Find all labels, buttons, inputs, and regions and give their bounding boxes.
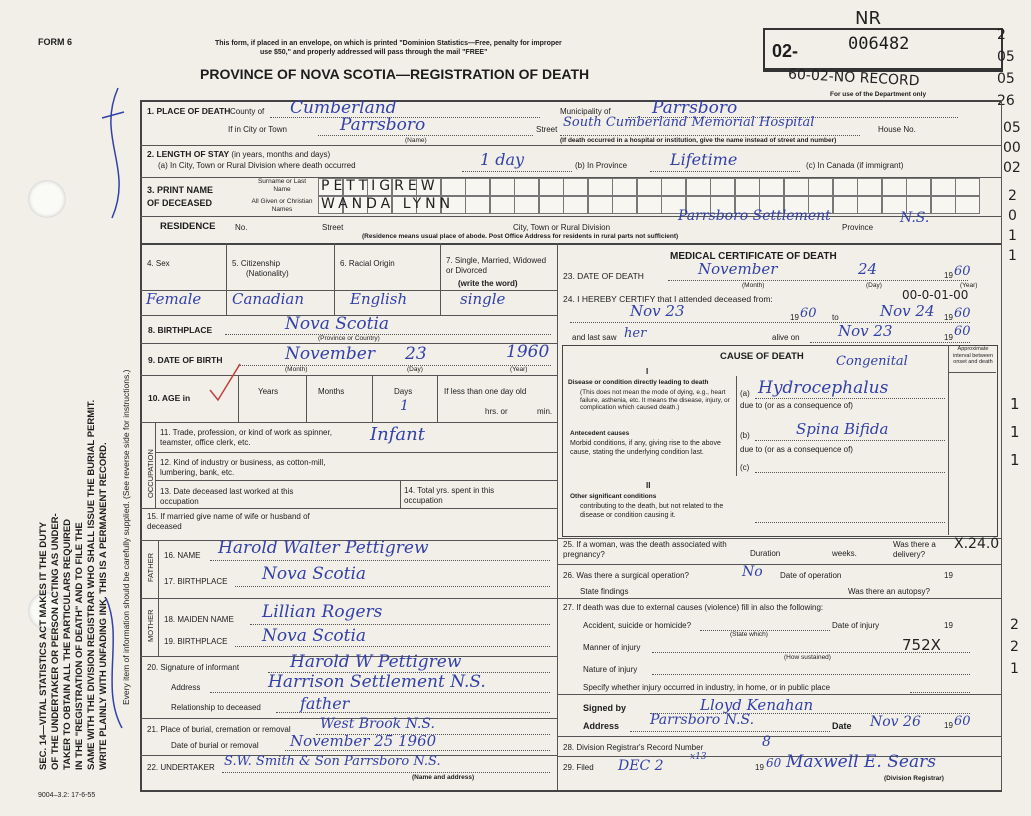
duration-label: Duration: [750, 549, 781, 558]
street-label: Street: [536, 125, 558, 134]
letter-box: [833, 196, 858, 214]
filed-superscript: x13: [690, 752, 707, 762]
sign-year: 60: [954, 714, 971, 729]
to-label: to: [832, 313, 839, 322]
signer-address-label: Address: [583, 721, 620, 731]
trade-label: 11. Trade, profession, or kind of work as spinner, teamster, office clerk, etc.: [160, 428, 332, 447]
city-label: If in City or Town: [228, 125, 287, 134]
print-name-label: 3. PRINT NAME OF DECEASED: [147, 185, 214, 208]
form-code: 9004–3.2: 17-6-55: [38, 792, 96, 799]
mother-name-value: Lillian Rogers: [262, 602, 383, 622]
registrar-signature: Maxwell E. Sears: [786, 752, 936, 772]
age-months-label: Months: [318, 387, 345, 396]
father-side-label: FATHER: [146, 552, 155, 582]
minutes-label: min.: [537, 407, 553, 416]
letter-box: [857, 196, 882, 214]
cause-roman-one: I: [646, 367, 649, 376]
sign-year-prefix: 19: [944, 721, 953, 730]
municipality-value: Parrsboro: [652, 98, 738, 118]
burial-date-label: Date of burial or removal: [171, 741, 259, 750]
father-name-value: Harold Walter Pettigrew: [218, 538, 429, 558]
name-caption: (Name): [405, 137, 427, 144]
letter-box: [539, 178, 564, 196]
accident-label: Accident, suicide or homicide?: [583, 621, 692, 630]
filed-value: DEC 2: [618, 758, 664, 774]
sex-label: 4. Sex: [147, 259, 170, 268]
letter-box: [588, 178, 613, 196]
filed-year: 60: [766, 756, 782, 770]
letter-box: [759, 178, 784, 196]
letter-box: [490, 178, 515, 196]
letter-box: [563, 196, 588, 214]
residence-province-value: N.S.: [900, 210, 930, 226]
letter-box: [612, 178, 637, 196]
date-of-death-label: 23. DATE OF DEATH: [563, 271, 644, 281]
house-number-label: House No.: [878, 125, 916, 134]
certify-code: 00-0-01-00: [902, 288, 969, 302]
alive-year: 60: [954, 324, 971, 339]
letter-box: [833, 178, 858, 196]
surgical-findings-label: State findings: [580, 587, 629, 596]
letter-box: [906, 178, 931, 196]
filed-year-prefix: 19: [755, 763, 764, 772]
marital-status-value: single: [460, 290, 506, 308]
registration-number: 006482: [848, 34, 910, 54]
due-to-b: due to (or as a consequence of): [740, 445, 853, 454]
letter-box: [563, 178, 588, 196]
letter-box: [735, 178, 760, 196]
father-name-label: 16. NAME: [164, 551, 201, 560]
dob-year: 1960: [506, 342, 550, 362]
dod-day: 24: [858, 260, 878, 278]
manner-label: Manner of injury: [583, 643, 641, 652]
burial-place-value: West Brook N.S.: [320, 716, 435, 732]
signed-by-label: Signed by: [583, 703, 627, 713]
birthplace-caption: (Province or Country): [318, 335, 380, 342]
dod-month-caption: (Month): [742, 282, 765, 289]
pregnancy-question: 25. If a woman, was the death associated with pregnancy?: [563, 540, 727, 559]
trade-value: Infant: [370, 424, 425, 445]
delivery-label: Was there a delivery?: [893, 540, 936, 559]
residence-province-label: Province: [842, 223, 874, 232]
death-registration-form: FORM 6 This form, if placed in an envelope, on which is printed "Dominion Statistics—Free, penalty for improper use $50," and properly addressed will pass through the mail "FREE" PROVINCE OF NOVA SCOTIA—REGISTRATION OF DEATH 02- 006482 NR 60-02-NO RECORD For use of the Department only 2 05 05 26 05 00 02 2 0 1 1 1 1 1 2 2 1 SEC. 14—VITAL STATISTICS ACT MAKES IT THE DUTY OF THE UNDERTAKER OR PERSON ACTING AS UNDER- TAKER TO OBTAIN ALL THE PARTICULARS REQUIRED IN THE "REGISTRATION OF DEATH" AND TO FILE THE SAME WITH THE DIVISION REGISTRAR WHO SHALL ISSUE THE BURIAL PERMIT. WRITE PLAINLY WITH UNFADING INK. THIS IS A PERMANENT RECORD. Every item of information should be carefully supplied. (See reverse side for instructions.) 9004–3.2: 17-6-55 1. PLACE OF DEATH County of Cumberland Municipality of Parrsboro If in City or Town Parrsboro (Name) Street South Cumberland Memorial Hospital House No. (If death occurred in a hospital or institution, give the name instead of street and number) 2. LENGTH OF STAY (in years, months and days) (a) In City, Town or Rural Division where death occurred 1 day (b) In Province Lifetime (c) In Canada (if immigrant) 3. PRINT NAME OF DECEASED Surname or Last Name All Given or Christian Names PETTIGREW WANDA LYNN RESIDENCE No. Street City, Town or Rural Division Parrsboro Settlement Province N.S. (Residence means usual place of abode. Post Office Address for residents in rural parts not sufficient) 4. Sex Female 5. Citizenship (Nationality) Canadian 6. Racial Origin English 7. Single, Married, Widowed or Divorced (write the word) single 8. BIRTHPLACE Nova Scotia (Province or Country) 9. DATE OF BIRTH November 23 1960 (Month) (Day) (Year) 10. AGE in Years Months Days 1 If less than one day old hrs. or min. OCCUPATION 11. Trade, profession, or kind of work as spinner, teamster, office clerk, etc. Infant 12. Kind of industry or business, as cotton-mill, lumbering, bank, etc. 13. Date deceased last worked at this occupation 14. Total yrs. spent in this occupation 15. If married give name of wife or husband of deceased FATHER MOTHER 16. NAME Harold Walter Pettigrew 17. BIRTHPLACE Nova Scotia 18. MAIDEN NAME Lillian Rogers 19. BIRTHPLACE Nova Scotia 20. Signature of informant Harold W Pettigrew Address Harrison Settlement N.S. Relationship to deceased father 21. Place of burial, cremation or removal West Brook N.S. Date of burial or removal November 25 1960 22. UNDERTAKER S.W. Smith & Son Parrsboro N.S. (Name and address) MEDICAL CERTIFICATE OF DEATH 23. DATE OF DEATH November 24 19 60 (Month) (Day) (Year) 24. I HEREBY CERTIFY that I attended deceased from: 00-0-01-00 Nov 23 19 60 to Nov 24 19 60 and last saw her alive on Nov 23 19 60 CAUSE OF DEATH Approximate interval between onset and death I Disease or condition directly leading to death (This does not mean the mode of dying, e.g., heart failure, asthenia, etc. It means the disease, injury, or complication which caused death.) (a) Congenital Hydrocephalus due to (or as a consequence of) Antecedent causes Morbid conditions, if any, giving rise to the above cause, stating the underlying condition last. (b) Spina Bifida due to (or as a consequence of) (c) II Other significant conditions contributing to the death, but not related to the disease or condition causing it. 25. If a woman, was the death associated with pregnancy? Duration weeks. Was there a delivery? X.24.0 26. Was there a surgical operation? No Date of operation 19 State findings Was there an autopsy? 27. If death was due to external causes (violence) fill in also the following: Accident, suicide or homicide? (State which) Date of injury 19 Manner of injury 752X (How sustained) Nature of injury Specify whether injury occurred in industry, in home, or in public place Signed by Lloyd Kenahan Address Parrsboro N.S. Date Nov 26 19 60 28. Division Registrar's Record Number 8 29. Filed DEC 2 x13 19 60 Maxwell E. Sears (Division Registrar): [0, 0, 1031, 816]
place-of-death-label: 1. PLACE OF DEATH: [147, 106, 231, 116]
punch-hole: [28, 180, 66, 218]
cause-b-value: Spina Bifida: [796, 420, 889, 438]
attended-from: Nov 23: [630, 302, 685, 320]
dob-day-caption: (Day): [407, 366, 423, 373]
letter-box: [857, 178, 882, 196]
dob-month-caption: (Month): [285, 366, 308, 373]
injury-place-label: Specify whether injury occurred in industry, in home, or in public place: [583, 683, 831, 692]
registration-prefix: 02-: [772, 41, 799, 61]
racial-origin-label: 6. Racial Origin: [340, 259, 395, 268]
length-of-stay-label: 2. LENGTH OF STAY (in years, months and days): [147, 149, 331, 159]
surname-value: PETTIGREW: [321, 178, 439, 194]
letter-box: [661, 178, 686, 196]
age-years-label: Years: [258, 387, 279, 396]
residence-note: (Residence means usual place of abode. Post Office Address for residents in rural parts not sufficient): [362, 233, 679, 240]
relationship-value: father: [300, 694, 350, 713]
direct-cause-note: (This does not mean the mode of dying, e.g., heart failure, asthenia, etc. It means the disease, injury, or complication which caused death.): [580, 389, 730, 411]
alive-on-value: Nov 23: [838, 322, 893, 340]
birthplace-value: Nova Scotia: [285, 314, 390, 334]
code-752x: 752X: [902, 636, 941, 654]
record-number-value: 8: [762, 734, 771, 750]
margin-codes-upper: 05 00 02: [1003, 120, 1021, 176]
registrar-caption: (Division Registrar): [884, 775, 944, 782]
how-sustained-caption: (How sustained): [784, 654, 831, 661]
informant-signature-label: 20. Signature of informant: [147, 663, 240, 672]
letter-box: [514, 196, 539, 214]
citizenship-value: Canadian: [232, 290, 305, 308]
registration-note: 60-02-NO RECORD: [787, 66, 920, 90]
citizenship-caption: (Nationality): [246, 269, 289, 278]
other-conditions-note: contributing to the death, but not related to the disease or condition causing it.: [580, 503, 724, 519]
marital-status-caption: (write the word): [458, 279, 518, 288]
last-worked-label: 13. Date deceased last worked at this occupation: [160, 487, 294, 506]
letter-box: [710, 178, 735, 196]
letter-box: [955, 196, 980, 214]
injury-year-prefix: 19: [944, 621, 953, 630]
dod-month: November: [698, 260, 778, 278]
residence-no-label: No.: [235, 223, 248, 232]
from-year: 60: [800, 306, 817, 321]
sex-value: Female: [146, 290, 202, 308]
from-year-prefix: 19: [790, 313, 799, 322]
record-number-label: 28. Division Registrar's Record Number: [563, 743, 704, 752]
filed-label: 29. Filed: [563, 763, 594, 772]
cause-a-qualifier: Congenital: [836, 354, 908, 369]
cause-a-label: (a): [740, 389, 750, 398]
street-value: South Cumberland Memorial Hospital: [563, 115, 815, 130]
burial-place-label: 21. Place of burial, cremation or removal: [147, 725, 291, 734]
signer-address-value: Parrsboro N.S.: [650, 712, 755, 728]
stay-canada-label: (c) In Canada (if immigrant): [806, 161, 904, 170]
given-name-value: WANDA LYNN: [321, 196, 455, 212]
date-of-birth-label: 9. DATE OF BIRTH: [148, 355, 223, 365]
dob-year-caption: (Year): [510, 366, 528, 373]
letter-box: [514, 178, 539, 196]
dod-year: 60: [954, 264, 971, 279]
burial-date-value: November 25 1960: [290, 732, 437, 750]
informant-signature-value: Harold W Pettigrew: [290, 652, 462, 672]
to-year: 60: [954, 306, 971, 321]
cause-of-death-title: CAUSE OF DEATH: [720, 351, 804, 362]
margin-codes-bottom: 2 2 1: [1010, 617, 1019, 677]
undertaker-caption: (Name and address): [412, 774, 475, 781]
father-birthplace-label: 17. BIRTHPLACE: [164, 577, 228, 586]
relationship-label: Relationship to deceased: [171, 703, 261, 712]
letter-box: [490, 196, 515, 214]
citizenship-label: 5. Citizenship: [232, 259, 281, 268]
less-than-day-label: If less than one day old: [444, 387, 527, 396]
last-saw-pronoun: her: [624, 326, 647, 341]
spouse-label: 15. If married give name of wife or husband of deceased: [147, 512, 310, 531]
injury-date-label: Date of injury: [832, 621, 880, 630]
dob-month: November: [285, 344, 375, 364]
letter-box: [539, 196, 564, 214]
operation-date-label: Date of operation: [780, 571, 842, 580]
age-days-label: Days: [394, 387, 413, 396]
mail-notice-1: This form, if placed in an envelope, on which is printed "Dominion Statistics—Free, penalty for improper: [215, 40, 562, 47]
state-which-caption: (State which): [730, 631, 768, 638]
marital-status-label: 7. Single, Married, Widowed or Divorced: [446, 256, 547, 275]
mother-birthplace-label: 19. BIRTHPLACE: [164, 637, 228, 646]
hospital-note: (If death occurred in a hospital or institution, give the name instead of street and number): [560, 137, 837, 144]
mother-name-label: 18. MAIDEN NAME: [164, 615, 234, 624]
dod-year-caption: (Year): [960, 282, 978, 289]
alive-on-label: alive on: [772, 333, 800, 342]
letter-box: [931, 196, 956, 214]
age-label: 10. AGE in: [148, 393, 191, 403]
county-value: Cumberland: [290, 98, 397, 118]
mother-birthplace-value: Nova Scotia: [262, 626, 367, 646]
mother-side-label: MOTHER: [146, 609, 155, 642]
external-causes-question: 27. If death was due to external causes (violence) fill in also the following:: [563, 603, 824, 612]
nature-label: Nature of injury: [583, 665, 638, 674]
surname-label: Surname or Last Name: [257, 178, 307, 193]
father-birthplace-value: Nova Scotia: [262, 564, 367, 584]
margin-codes-lower: 1 1 1: [1010, 395, 1020, 469]
last-saw-label: and last saw: [572, 333, 617, 342]
sign-date-label: Date: [832, 721, 852, 731]
years-spent-label: 14. Total yrs. spent in this occupation: [404, 486, 495, 505]
autopsy-label: Was there an autopsy?: [848, 587, 930, 596]
cause-b-label: (b): [740, 431, 750, 440]
antecedent-label: Antecedent causes: [570, 430, 630, 437]
letter-box: [612, 196, 637, 214]
residence-city-value: Parrsboro Settlement: [678, 208, 831, 224]
department-use-note: For use of the Department only: [830, 91, 927, 98]
residence-label: RESIDENCE: [160, 221, 216, 232]
letter-box: [441, 178, 466, 196]
municipality-label: Municipality of: [560, 107, 611, 116]
informant-address-label: Address: [171, 683, 201, 692]
form-number: FORM 6: [38, 37, 73, 47]
county-label: County of: [230, 107, 265, 116]
letter-box: [808, 178, 833, 196]
letter-box: [588, 196, 613, 214]
check-mark-icon: [208, 362, 244, 404]
medical-certificate-title: MEDICAL CERTIFICATE OF DEATH: [670, 251, 837, 262]
surgical-value: No: [742, 564, 763, 580]
interval-label: Approximate interval between onset and death: [952, 346, 994, 365]
surgical-question: 26. Was there a surgical operation?: [563, 571, 689, 580]
dod-day-caption: (Day): [866, 282, 882, 289]
industry-label: 12. Kind of industry or business, as cotton-mill, lumbering, bank, etc.: [160, 458, 326, 477]
mail-notice-2: use $50," and properly addressed will pass through the mail "FREE": [260, 49, 488, 56]
residence-city-label: City, Town or Rural Division: [513, 223, 611, 232]
stay-city-value: 1 day: [480, 150, 525, 169]
given-name-label: All Given or Christian Names: [251, 198, 313, 213]
letter-box: [465, 178, 490, 196]
signed-by-value: Lloyd Kenahan: [700, 696, 814, 714]
stay-province-label: (b) In Province: [575, 161, 628, 170]
letter-box: [465, 196, 490, 214]
dob-day: 23: [405, 344, 427, 364]
letter-box: [955, 178, 980, 196]
to-year-prefix: 19: [944, 313, 953, 322]
cause-a-value: Hydrocephalus: [758, 378, 889, 398]
cause-roman-two: II: [646, 481, 651, 490]
form-title: PROVINCE OF NOVA SCOTIA—REGISTRATION OF DEATH: [200, 66, 590, 82]
margin-codes-mid: 2 0 1 1: [1008, 188, 1017, 264]
cause-c-label: (c): [740, 463, 750, 472]
margin-codes-top: 2 05 05 26: [997, 27, 1015, 109]
other-conditions-label: Other significant conditions: [570, 493, 657, 500]
sign-date-value: Nov 26: [870, 714, 921, 730]
alive-year-prefix: 19: [944, 333, 953, 342]
occupation-side-label: OCCUPATION: [146, 449, 155, 498]
letter-box: [931, 178, 956, 196]
residence-street-label: Street: [322, 223, 344, 232]
informant-address-value: Harrison Settlement N.S.: [268, 672, 486, 692]
registration-annotation: NR: [855, 8, 881, 29]
direct-cause-label: Disease or condition directly leading to death: [568, 379, 709, 386]
weeks-label: weeks.: [832, 549, 857, 558]
antecedent-note: Morbid conditions, if any, giving rise to the above cause, stating the underlying condition last.: [570, 440, 721, 456]
letter-box: [637, 178, 662, 196]
letter-box: [637, 196, 662, 214]
code-x24: X.24.0: [954, 536, 1000, 552]
certify-label: 24. I HEREBY CERTIFY that I attended deceased from:: [563, 294, 773, 304]
letter-box: [784, 178, 809, 196]
letter-box: [686, 178, 711, 196]
attended-to: Nov 24: [880, 302, 935, 320]
undertaker-label: 22. UNDERTAKER: [147, 763, 215, 772]
racial-origin-value: English: [350, 290, 408, 308]
supply-note: Every item of information should be carefully supplied. (See reverse side for instructions.): [121, 369, 131, 705]
birthplace-label: 8. BIRTHPLACE: [148, 325, 213, 335]
margin-pen-stroke: [94, 78, 154, 738]
stay-province-value: Lifetime: [670, 150, 738, 169]
due-to-a: due to (or as a consequence of): [740, 401, 853, 410]
operation-year-prefix: 19: [944, 571, 953, 580]
stay-city-label: (a) In City, Town or Rural Division where death occurred: [158, 161, 356, 170]
dod-year-prefix: 19: [944, 271, 953, 280]
letter-box: [882, 178, 907, 196]
hours-label: hrs. or: [485, 407, 508, 416]
city-value: Parrsboro: [340, 115, 426, 135]
undertaker-value: S.W. Smith & Son Parrsboro N.S.: [224, 754, 441, 769]
age-days-value: 1: [400, 398, 409, 414]
